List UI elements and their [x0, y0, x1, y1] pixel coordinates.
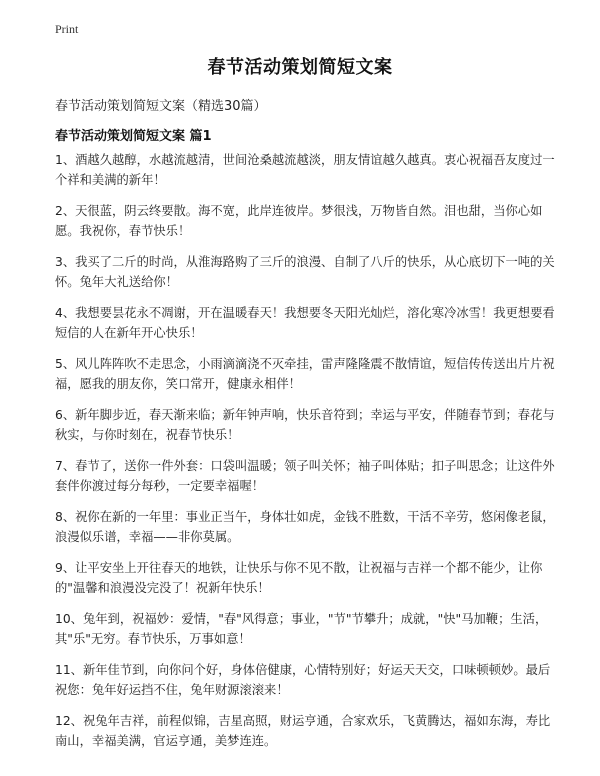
entry-list	[55, 150, 555, 762]
list-item: 1、酒越久越醇，水越流越清，世间沧桑越流越淡，朋友情谊越久越真。衷心祝福吾友度过一个祥和美满的新年！	[55, 153, 555, 187]
print-label: Print	[55, 22, 79, 36]
page-title: 春节活动策划简短文案	[207, 57, 393, 78]
list-item: 9、让平安坐上开往春天的地铁，让快乐与你不见不散，让祝福与吉祥一个都不能少，让你的"温馨和浪漫没完没了！祝新年快乐！	[55, 561, 543, 595]
document-subtitle: 春节活动策划简短文案（精选30篇）	[55, 99, 267, 114]
list-item: 4、我想要昙花永不凋谢，开在温暖春天！我想要冬天阳光灿烂，溶化寒冷冰雪！我更想要看短信的人在新年开心快乐！	[55, 306, 555, 340]
list-item: 11、新年佳节到，向你问个好，身体倍健康，心情特别好；好运天天交，口味顿顿妙。最后祝您：兔年好运挡不住，兔年财源滚滚来！	[55, 663, 551, 697]
list-item: 10、兔年到，祝福妙：爱情，"春"风得意；事业，"节"节攀升；成就，"快"马加鞭；生活，其"乐"无穷。春节快乐，万事如意！	[55, 612, 548, 646]
list-item: 2、天很蓝，阴云终要散。海不宽，此岸连彼岸。梦很浅，万物皆自然。泪也甜，当你心如愿。我祝你，春节快乐！	[55, 204, 543, 238]
section-heading: 春节活动策划简短文案 篇1	[55, 129, 212, 144]
list-item: 5、风儿阵阵吹不走思念，小雨滴滴浇不灭牵挂，雷声隆隆震不散情谊，短信传传送出片片祝福，愿我的朋友你，笑口常开，健康永相伴！	[55, 357, 555, 391]
list-item: 12、祝兔年吉祥，前程似锦，吉星高照，财运亨通，合家欢乐，飞黄腾达，福如东海，寿比南山，幸福美满，官运亨通，美梦连连。	[55, 714, 551, 748]
list-item: 6、新年脚步近，春天渐来临；新年钟声响，快乐音符到；幸运与平安，伴随春节到；春花与秋实，与你时刻在，祝春节快乐！	[55, 408, 555, 442]
list-item: 7、春节了，送你一件外套：口袋叫温暖；领子叫关怀；袖子叫体贴；扣子叫思念；让这件外套伴你渡过每分每秒，一定要幸福喔！	[55, 459, 555, 493]
list-item: 3、我买了二斤的时尚，从淮海路购了三斤的浪漫、自制了八斤的快乐，从心底切下一吨的关怀。兔年大礼送给你！	[55, 255, 555, 289]
list-item: 8、祝你在新的一年里：事业正当午，身体壮如虎，金钱不胜数，干活不辛劳，悠闲像老鼠，浪漫似乐谱，幸福——非你莫属。	[55, 510, 555, 544]
